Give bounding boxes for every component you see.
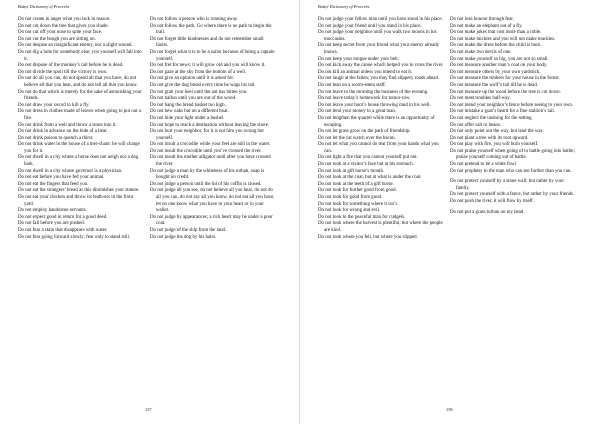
proverb-entry: Do not hurt your neighbor, for it is not him you wrong but yourself. bbox=[150, 129, 264, 141]
proverb-entry: Do not measure others by your own yardstick. bbox=[450, 69, 541, 75]
proverb-entry: Do not cut the bough you are sitting on. bbox=[18, 36, 96, 42]
proverb-entry: Do not light a fire that you cannot yourself put out. bbox=[318, 155, 418, 161]
proverb-entry: Do not expect good in return for a good deed. bbox=[18, 214, 108, 220]
proverb-entry: Do not look at a visitor’s face but at his stomach. bbox=[318, 162, 414, 168]
proverb-column-2 bbox=[150, 17, 276, 241]
proverb-entry: Do not protect yourself by a stone wall; but rather by your family. bbox=[450, 179, 564, 191]
proverb-entry: Do not grab your heel until the ant has bitten you. bbox=[150, 89, 248, 95]
proverb-entry: Do not look at the coat, but at what is under the coat. bbox=[318, 175, 422, 181]
proverb-entry: Do not insult a crocodile while your feet are still in the water. bbox=[150, 142, 271, 148]
proverb-entry: Do not dwell in a city where a horse does not neigh nor a dog bark. bbox=[18, 155, 139, 168]
proverb-entry: Do not dwell in a city whose governor is a physician. bbox=[18, 168, 123, 174]
proverb-entry: Do not follow the path. Go where there is no path to begin the trail. bbox=[150, 23, 272, 36]
proverb-column-2 bbox=[450, 17, 576, 216]
proverb-entry: Do not forget what it is to be a sailor because of being a captain yourself. bbox=[150, 49, 275, 62]
proverb-entry: Do not cut down the tree that gives you shade. bbox=[18, 23, 109, 29]
proverb-entry: Do not meet troubles half-way. bbox=[450, 96, 511, 102]
proverb-entry: Do not judge your neighbor until you walk two moons in his moccasins. bbox=[318, 30, 437, 42]
proverb-entry: Do not dispose of the monkey’s tail before he is dead. bbox=[18, 63, 124, 69]
proverb-entry: Do not follow a person who is running away. bbox=[150, 17, 239, 22]
proverb-entry: Do not play with fire, you will burn yourself. bbox=[450, 142, 539, 148]
proverb-entry: Do not leave today’s homework for tomor-row. bbox=[318, 96, 411, 102]
proverb-entry: Do not keep your tongue under your belt. bbox=[318, 56, 399, 62]
proverb-entry: Do not look at gift horse’s mouth. bbox=[318, 168, 385, 174]
proverb-entry: Do not do that which is merely for the sake of astonishing your friends. bbox=[18, 89, 142, 102]
proverb-entry: Do not judge of the ship from the land. bbox=[150, 228, 227, 233]
proverb-entry: Do not look for good from good. bbox=[318, 195, 383, 201]
proverb-entry: Do not pretend to be a white fowl. bbox=[450, 162, 518, 168]
running-header: Bašņē Dictionary of Proverbs bbox=[18, 4, 70, 9]
proverb-entry: Do not fret for news; it will grow old and you will know it. bbox=[150, 63, 266, 69]
proverb-entry: Do not dress in clothes made of leaves when going to put out a fire. bbox=[18, 109, 141, 121]
proverb-entry: Do not drink from a well and throw a stone into it. bbox=[18, 122, 117, 128]
proverb-entry: Do not insult the crocodile until you’ve crossed the river. bbox=[150, 148, 262, 154]
proverb-entry: Do not hang the bread basket too high. bbox=[150, 102, 226, 108]
proverb-entry: Do not look for further good from good. bbox=[318, 188, 397, 194]
proverb-entry: Do not make yourself so big, you are not so small. bbox=[450, 56, 549, 62]
proverb-entry: Do not measure up the wood before the tree is cut down. bbox=[450, 89, 561, 95]
proverb-entry: Do not hide your light under a bushel. bbox=[150, 115, 225, 121]
proverb-entry: Do not look to the peaceful man for cudgels. bbox=[318, 214, 406, 220]
proverb-entry: Do not lose honour through fear. bbox=[450, 17, 514, 22]
proverb-entry: Do not judge a person until the lid of his coffin is closed. bbox=[150, 181, 262, 187]
proverb-entry: Do not cut off your nose to spite your face. bbox=[18, 30, 103, 36]
proverb-entry: Do not let the cat watch over the bacon. bbox=[318, 135, 396, 141]
proverb-entry: Do not drink poison to quench a thirst. bbox=[18, 135, 94, 141]
proverb-entry: Do not keep secret from your friend what your enemy already knows. bbox=[318, 43, 440, 55]
proverb-entry: Do not laugh at the fallen; you may find slippery roads ahead. bbox=[318, 76, 440, 82]
proverb-entry: Do not mend your neighbor’s fence before seeing to your own. bbox=[450, 102, 574, 108]
proverb-entry: Do not judge by appearances; a rich heart may be under a poor coat. bbox=[150, 214, 273, 227]
proverb-entry: Do not look at the teeth of a gift horse. bbox=[318, 181, 394, 187]
proverb-entry: Do not do all you can, do not spend all that you have, do not believe all that you hear, and do not tell all that you know. bbox=[18, 76, 138, 88]
proverb-entry: Do not employ handsome servants. bbox=[18, 208, 87, 214]
proverb-entry: Do not forget little kindnesses and do not remember small faults. bbox=[150, 36, 264, 49]
proverb-entry: Do not judge your friend until you stand in his place. bbox=[318, 23, 422, 29]
proverb-entry: Do not plant a tree with its root upward. bbox=[450, 135, 529, 141]
proverb-entry: Do not kick away the canoe which helped you to cross the river. bbox=[318, 63, 444, 69]
page-number: 158 bbox=[446, 407, 453, 412]
proverb-entry: Do not let grass grow on the path of friendship. bbox=[318, 129, 411, 135]
proverb-entry: Do not eat the strangers’ bread as this diminishes your stature. bbox=[18, 188, 140, 194]
proverb-entry: Do not leave to the morning the business of the evening. bbox=[318, 89, 429, 95]
proverb-entry: Do not praise yourself when going of to battle going into battle; praise yourself coming out of battle. bbox=[450, 148, 575, 161]
proverb-entry: Do not fall before you are pushed. bbox=[18, 221, 85, 227]
proverb-column-1 bbox=[18, 17, 144, 241]
proverb-entry: Do not mistake a goat’s beard for a fine stallion’s tail. bbox=[450, 109, 555, 115]
proverb-entry: Do not leave your boot’s house throwing mud in his well. bbox=[318, 102, 431, 108]
proverb-entry: Do not neglect the undoing for the setting. bbox=[450, 115, 533, 121]
proverb-entry: Do not kill an animal unless you intend to eat it. bbox=[318, 69, 413, 75]
proverb-entry: Do not eat the fingers that feed you. bbox=[18, 181, 89, 187]
proverb-entry: Do not let what you cannot do tear from your hands what you can. bbox=[318, 142, 439, 154]
proverb-entry: Do not look for something where it isn’t. bbox=[318, 201, 399, 207]
proverb-entry: Do not create in anger what you lack in reason. bbox=[18, 17, 111, 22]
proverb-entry: Do not judge all you see, do not believe all you hear, do not do all you can, do not say all you know, do not eat all you have, let no one know what you have in your heart or in your wallet. bbox=[150, 188, 275, 214]
page-number: 157 bbox=[145, 407, 152, 412]
proverb-entry: Do not gaze at the sky from the bottom of a well. bbox=[150, 69, 247, 75]
proverb-entry: Do not make the dress before the child is born. bbox=[450, 43, 542, 49]
proverb-entry: Do not dig a hole for somebody else; you yourself will fall into it. bbox=[18, 49, 142, 62]
proverb-entry: Do not give the dog bread every time he wags his tail. bbox=[150, 82, 256, 88]
proverb-entry: Do not look where you fell, but where you slipped. bbox=[318, 234, 418, 240]
proverb-entry: Do not judge a man by the whiteness of his turban, soap is bought on credit. bbox=[150, 168, 265, 181]
proverb-entry: Do not fear a stain that disappears with water. bbox=[18, 228, 108, 233]
proverb-entry: Do not lengthen the quarrel while there is an opportunity of escaping. bbox=[318, 115, 435, 128]
proverb-entry: Do not divide the spoil till the victory is won. bbox=[18, 69, 108, 75]
proverb-entry: Do not draw your sword to kill a fly. bbox=[18, 102, 90, 108]
running-header: Bašņē Dictionary of Proverbs bbox=[318, 4, 370, 9]
proverb-entry: Do not drink in advance on the hide of a bear. bbox=[18, 129, 108, 135]
proverb-entry: Do not make an elephant out of a fly. bbox=[450, 23, 523, 29]
proverb-entry: Do not measure the timbers for your house in the forest. bbox=[450, 76, 560, 82]
proverb-entry: Do not drink water in the house of a mer-chant: he will charge you for it. bbox=[18, 142, 140, 154]
proverb-entry: Do not lean on a worm-eaten staff. bbox=[318, 82, 386, 88]
proverb-entry: Do not only point out the way, but lead the way. bbox=[450, 129, 544, 135]
proverb-entry: Do not hew oaks but on a different boat. bbox=[150, 109, 229, 115]
proverb-entry: Do not make two devils of one. bbox=[450, 49, 512, 55]
proverb-entry: Do not halloo until you are out of the wood. bbox=[150, 96, 237, 102]
proverb-entry: Do not judge your fellow man until you have stood in his place. bbox=[318, 17, 443, 22]
proverb-entry: Do not protect yourself with a fence, but rather by your friends. bbox=[450, 192, 575, 198]
proverb-entry: Do not offer salt or beans. bbox=[450, 122, 501, 128]
right-page bbox=[300, 0, 600, 424]
proverb-entry: Do not put a grass turban on my head. bbox=[450, 209, 525, 215]
proverb-entry: Do not hope to reach a destination without leaving the shore. bbox=[150, 122, 270, 128]
proverb-entry: Do not eat your chicken and throw its feath-ers in the front yard. bbox=[18, 195, 134, 207]
proverb-entry: Do not eat before you have fed your animal. bbox=[18, 175, 105, 181]
proverb-entry: Do not despise an insignificant enemy, nor a slight wound. bbox=[18, 43, 133, 49]
proverb-entry: Do not judge the dog by his hairs. bbox=[150, 234, 217, 240]
proverb-entry: Do not give an opinion until it is asked for. bbox=[150, 76, 234, 82]
proverb-entry: Do not measure the wolf’s tail till he is dead. bbox=[450, 82, 539, 88]
proverb-column-1 bbox=[318, 17, 444, 241]
proverb-entry: Do not prophesy to the man who can see further than you can. bbox=[450, 168, 572, 174]
proverb-entry: Do not lend your money to a great man. bbox=[318, 109, 397, 115]
proverb-entry: Do not look where the harvest is plentiful, but where the people are kind. bbox=[318, 221, 443, 233]
proverb-entry: Do not make jokes that cost more than a ruble. bbox=[450, 30, 542, 36]
proverb-entry: Do not push the river, it will flow by itself. bbox=[450, 199, 534, 205]
proverb-entry: Do not insult the mother alligator until after you have crossed the river. bbox=[150, 155, 271, 168]
proverb-entry: Do not make mickles and you will not make muckles. bbox=[450, 36, 556, 42]
proverb-entry: Do not measure another man’s coat on your body. bbox=[450, 63, 548, 69]
proverb-entry: Do not fear going forward slowly; fear only to stand still. bbox=[18, 234, 131, 240]
proverb-entry: Do not look for wrong and evil. bbox=[318, 208, 381, 214]
